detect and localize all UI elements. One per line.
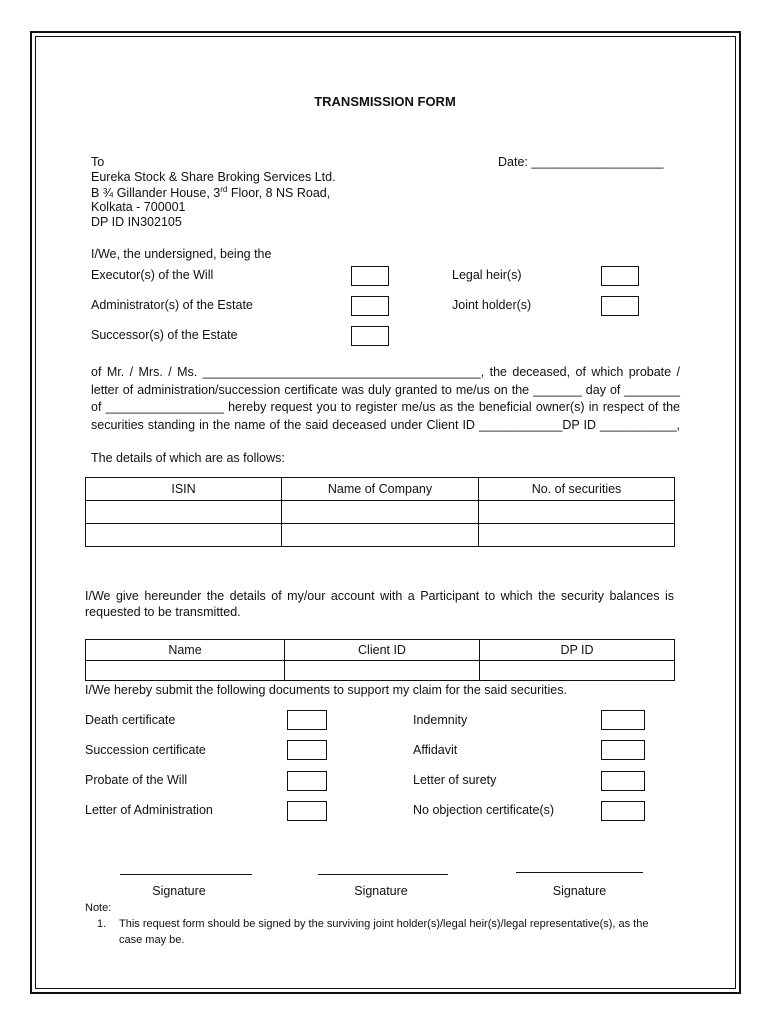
joint-holder-label: Joint holder(s)	[452, 298, 532, 312]
letter-surety-checkbox[interactable]	[601, 771, 645, 791]
legal-heir-label: Legal heir(s)	[452, 268, 522, 282]
joint-holder-checkbox[interactable]	[601, 296, 639, 316]
account-line-last: requested to be transmitted.	[85, 605, 241, 619]
legal-heir-checkbox[interactable]	[601, 266, 639, 286]
address-line1-post: Floor, 8 NS Road,	[227, 186, 331, 201]
address-dp-id: DP ID IN302105	[91, 215, 182, 229]
affidavit-label: Affidavit	[413, 743, 458, 757]
table-row	[86, 501, 675, 524]
table-cell[interactable]	[479, 501, 675, 524]
death-certificate-label: Death certificate	[85, 713, 176, 727]
signature-label-1: Signature	[152, 884, 206, 898]
succession-certificate-label: Succession certificate	[85, 743, 206, 757]
column-header-dp-id: DP ID	[480, 640, 675, 661]
death-certificate-checkbox[interactable]	[287, 710, 327, 730]
administrator-label: Administrator(s) of the Estate	[91, 298, 253, 312]
details-intro: The details of which are as follows:	[91, 451, 285, 465]
noc-checkbox[interactable]	[601, 801, 645, 821]
table-cell[interactable]	[86, 501, 282, 524]
securities-table	[85, 477, 675, 547]
table-cell[interactable]	[282, 524, 479, 547]
successor-label: Successor(s) of the Estate	[91, 328, 238, 342]
request-line: letter of administration/succession certificate was duly granted to me/us on the _______ day of ________	[91, 382, 680, 397]
table-header-row	[86, 640, 675, 661]
note-line-1: This request form should be signed by the surviving joint holder(s)/legal heir(s)/legal representative(s), as the	[119, 918, 649, 930]
affidavit-checkbox[interactable]	[601, 740, 645, 760]
column-header-securities: No. of securities	[479, 478, 675, 501]
account-line: I/We give hereunder the details of my/our account with a Participant to which the security balances is	[85, 589, 674, 603]
table-cell[interactable]	[285, 661, 480, 681]
address-line1-sup: rd	[220, 185, 228, 194]
table-row	[86, 661, 675, 681]
succession-certificate-checkbox[interactable]	[287, 740, 327, 760]
date-field[interactable]: Date: ___________________	[498, 155, 664, 169]
successor-checkbox[interactable]	[351, 326, 389, 346]
column-header-client-id: Client ID	[285, 640, 480, 661]
documents-intro: I/We hereby submit the following documents to support my claim for the said securities.	[85, 683, 567, 697]
probate-checkbox[interactable]	[287, 771, 327, 791]
note-number: 1.	[97, 918, 107, 930]
letter-administration-checkbox[interactable]	[287, 801, 327, 821]
address-line1	[91, 185, 330, 200]
column-header-name: Name	[86, 640, 285, 661]
address-line1-pre: B ¾ Gillander House, 3	[91, 186, 221, 201]
table-cell[interactable]	[480, 661, 675, 681]
request-line: of _________________ hereby request you to register me/us as the beneficial owner(s) in respect of the	[91, 400, 680, 414]
table-header-row	[86, 478, 675, 501]
account-table	[85, 639, 675, 681]
address-city: Kolkata - 700001	[91, 200, 186, 214]
address-to: To	[91, 155, 105, 169]
column-header-isin: ISIN	[86, 478, 282, 501]
column-header-company: Name of Company	[282, 478, 479, 501]
request-line: securities standing in the name of the said deceased under Client ID ____________DP ID ___________,	[91, 417, 680, 432]
table-cell[interactable]	[86, 661, 285, 681]
probate-label: Probate of the Will	[85, 773, 188, 787]
executor-checkbox[interactable]	[351, 266, 389, 286]
undersigned-text: I/We, the undersigned, being the	[91, 247, 272, 261]
signature-line-1[interactable]	[120, 874, 252, 875]
signature-line-3[interactable]	[516, 872, 643, 873]
noc-label: No objection certificate(s)	[413, 803, 555, 817]
executor-label: Executor(s) of the Will	[91, 268, 214, 282]
letter-surety-label: Letter of surety	[413, 773, 497, 787]
request-line: of Mr. / Mrs. / Ms. ________________________________________, the deceased, of which probate /	[91, 365, 680, 379]
request-paragraph	[91, 364, 680, 434]
signature-line-2[interactable]	[318, 874, 448, 875]
administrator-checkbox[interactable]	[351, 296, 389, 316]
account-paragraph	[85, 588, 674, 606]
indemnity-checkbox[interactable]	[601, 710, 645, 730]
signature-label-2: Signature	[354, 884, 408, 898]
table-row	[86, 524, 675, 547]
form-title: TRANSMISSION FORM	[314, 94, 456, 109]
table-cell[interactable]	[479, 524, 675, 547]
table-cell[interactable]	[86, 524, 282, 547]
indemnity-label: Indemnity	[413, 713, 468, 727]
note-label: Note:	[85, 902, 112, 914]
signature-label-3: Signature	[552, 884, 607, 898]
note-line-2: case may be.	[119, 934, 185, 946]
address-company: Eureka Stock & Share Broking Services Ltd.	[91, 170, 336, 184]
letter-administration-label: Letter of Administration	[85, 803, 213, 817]
table-cell[interactable]	[282, 501, 479, 524]
